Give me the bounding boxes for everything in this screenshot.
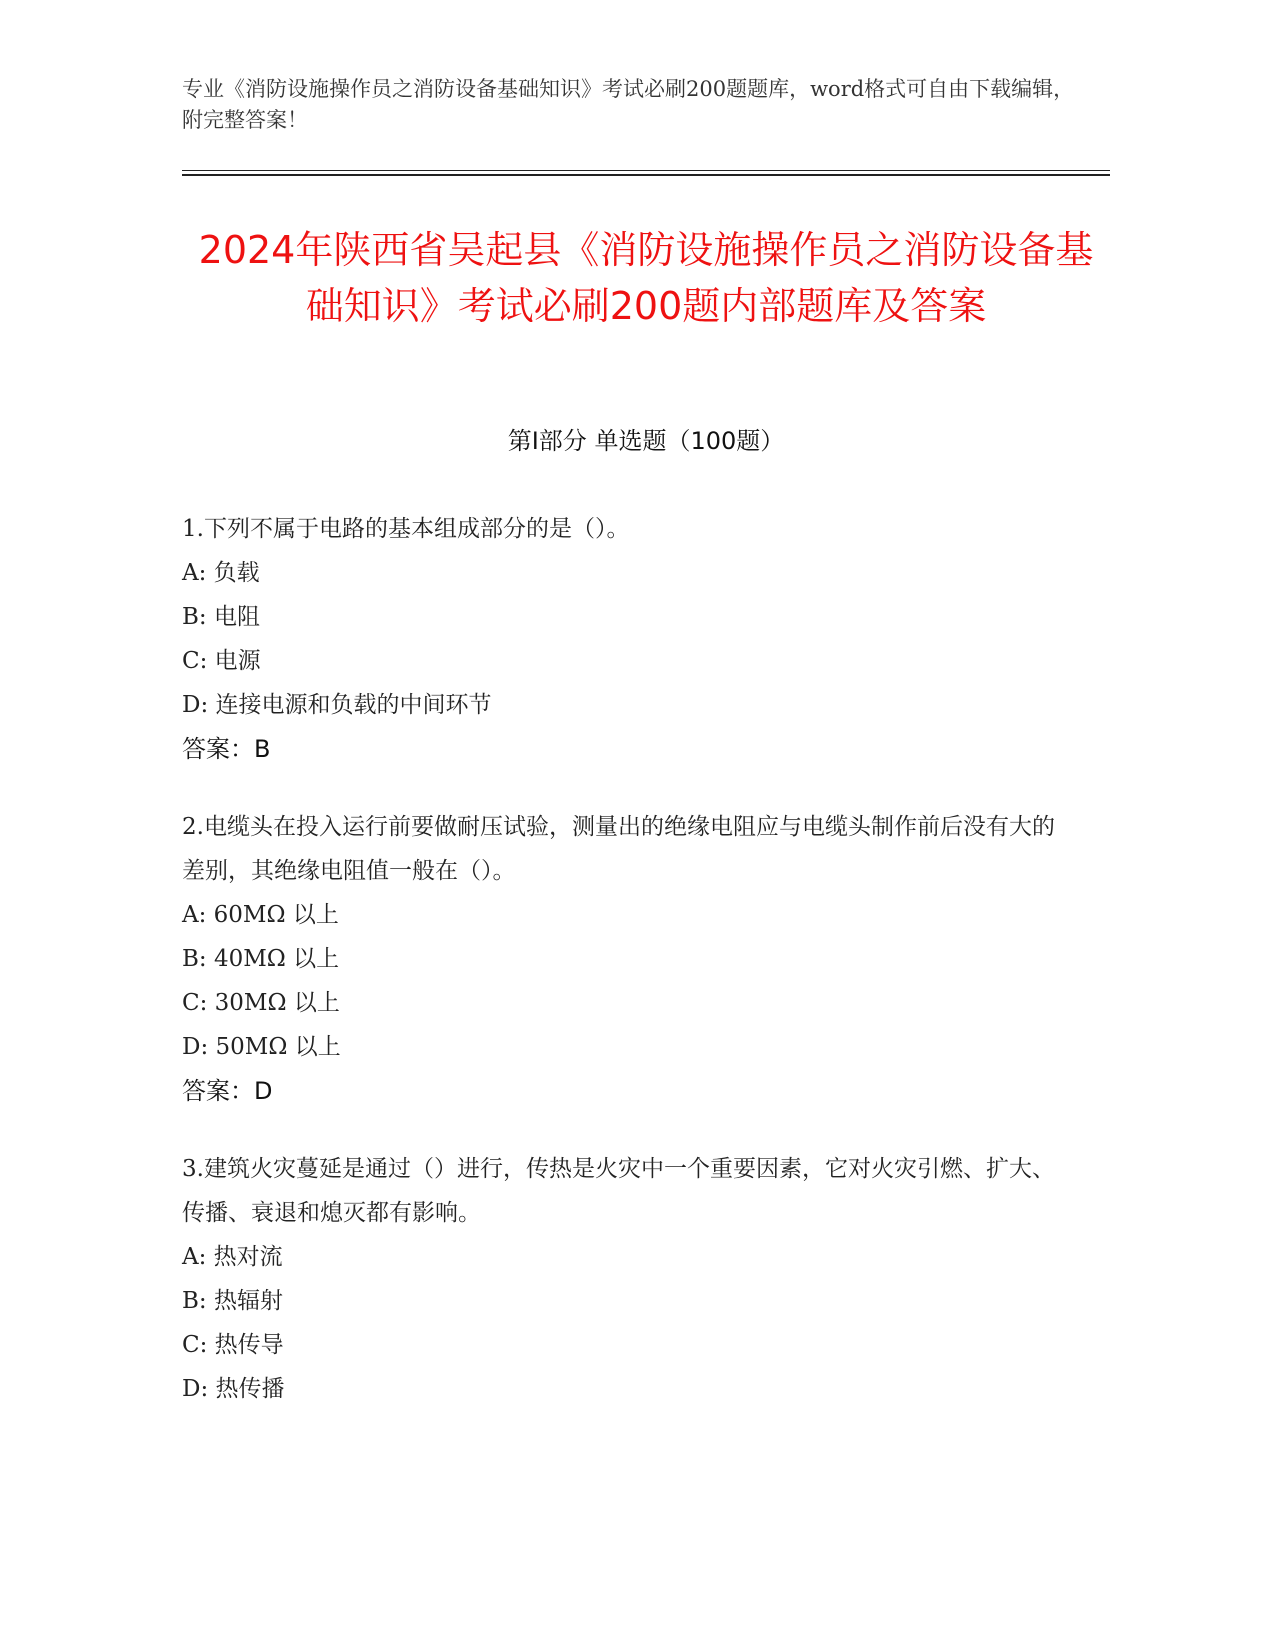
question-2 [182,805,1062,1113]
answer: 答案：D [182,1077,273,1105]
answer: 答案：B [182,735,271,763]
question-1 [182,507,1062,771]
option-c: C: 热传导 [182,1332,284,1358]
question-stem: 1.下列不属于电路的基本组成部分的是（）。 [182,516,630,542]
question-stem: 3.建筑火灾蔓延是通过（）进行，传热是火灾中一个重要因素，它对火灾引燃、扩大、传播、衰退和熄灭都有影响。 [182,1156,1055,1226]
option-a: A: 60MΩ 以上 [182,902,339,928]
section-heading: 第Ⅰ部分 单选题（100题） [507,427,785,455]
header-divider-top [182,170,1110,171]
document-title: 2024年陕西省吴起县《消防设施操作员之消防设备基础知识》考试必刷200题内部题库及答案 [198,228,1094,328]
option-d: D: 50MΩ 以上 [182,1034,341,1060]
option-b: B: 电阻 [182,604,260,630]
question-stem: 2.电缆头在投入运行前要做耐压试验，测量出的绝缘电阻应与电缆头制作前后没有大的差别，其绝缘电阻值一般在（）。 [182,814,1055,884]
header-divider-bottom [182,174,1110,176]
option-c: C: 30MΩ 以上 [182,990,340,1016]
option-a: A: 负载 [182,560,260,586]
option-b: B: 热辐射 [182,1288,283,1314]
option-d: D: 热传播 [182,1376,285,1402]
document-intro: 专业《消防设施操作员之消防设备基础知识》考试必刷200题题库，word格式可自由下载编辑，附完整答案！ [182,77,1075,132]
option-c: C: 电源 [182,648,261,674]
option-b: B: 40MΩ 以上 [182,946,340,972]
option-a: A: 热对流 [182,1244,283,1270]
question-list [182,507,1062,1445]
option-d: D: 连接电源和负载的中间环节 [182,692,492,718]
question-3 [182,1147,1062,1411]
